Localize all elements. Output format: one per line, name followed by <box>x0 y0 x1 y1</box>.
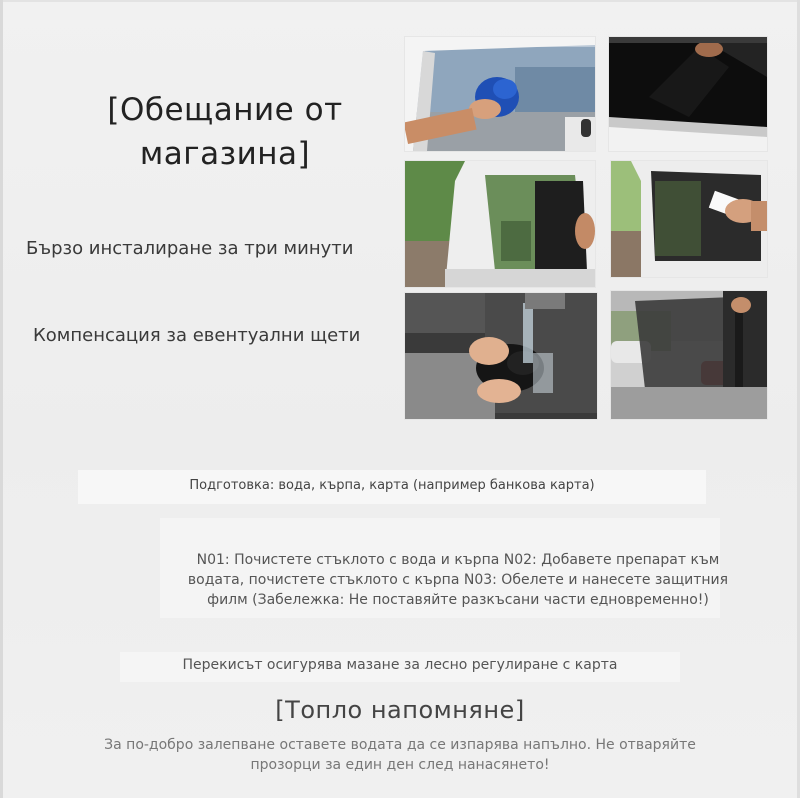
store-promise-title <box>60 88 390 176</box>
warm-reminder-text <box>70 735 730 775</box>
left-edge <box>0 0 3 798</box>
film-sheet-photo <box>610 290 768 420</box>
steps-line3: филм (Забележка: Не поставяйте разкъсани части едновременно!) <box>207 592 709 608</box>
warm-reminder-title: [Топло напомняне] <box>275 696 525 724</box>
feature-fast-install: Бързо инсталиране за три минути <box>26 238 354 259</box>
steps-line1: N01: Почистете стъклото с вода и кърпа N02: Добавете препарат към <box>196 552 720 568</box>
car-door-window-photo <box>404 160 596 288</box>
tint-film-photo <box>608 36 768 152</box>
installation-steps <box>166 550 750 610</box>
overlap-note: Перекисът осигурява мазане за лесно регулиране с карта <box>182 657 618 673</box>
reminder-line1: За по-добро залепване оставете водата да се изпарява напълно. Не отваряйте <box>104 737 696 753</box>
film-application-photo <box>610 160 768 278</box>
washing-cloth-photo <box>404 292 598 420</box>
store-promise-title-line2: магазина] <box>139 136 311 172</box>
top-edge <box>0 0 800 2</box>
window-cleaning-photo <box>404 36 596 152</box>
store-promise-title-line1: [Обещание от <box>107 92 343 128</box>
steps-line2: водата, почистете стъклото с кърпа N03: Обелете и нанесете защитния <box>187 572 729 588</box>
reminder-line2: прозорци за един ден след нанасянето! <box>250 757 550 773</box>
feature-damage-compensation: Компенсация за евентуални щети <box>33 325 361 346</box>
preparation-text: Подготовка: вода, кърпа, карта (например банкова карта) <box>189 478 595 493</box>
